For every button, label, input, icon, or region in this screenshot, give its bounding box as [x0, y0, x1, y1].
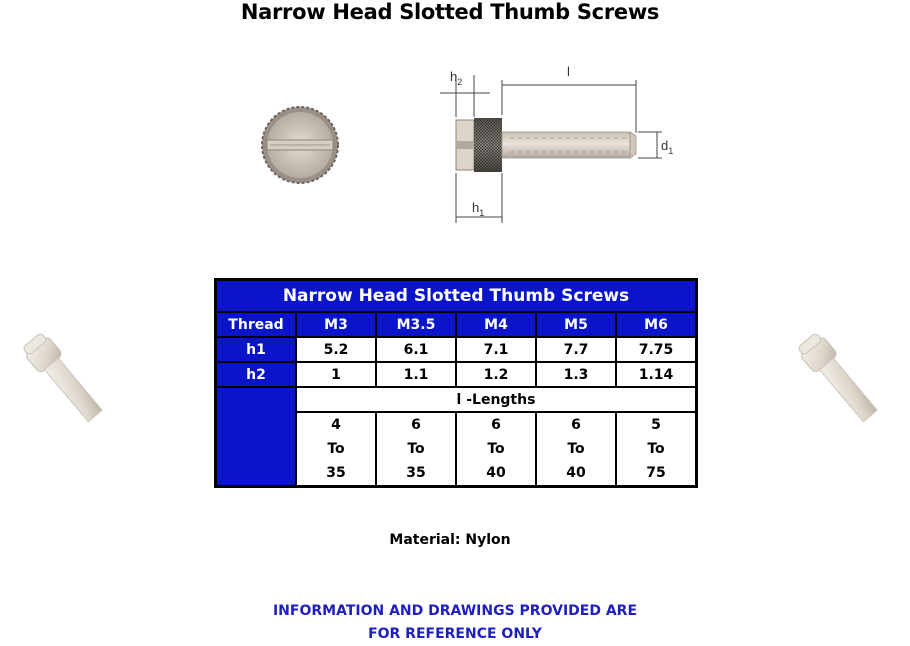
disclaimer-line-1: INFORMATION AND DRAWINGS PROVIDED ARE: [272, 603, 638, 619]
table-row-h2: [216, 362, 697, 387]
h2-cell: 1.1: [376, 362, 456, 387]
label-d1: $d_1$: [661, 138, 674, 156]
h2-cell: 1: [296, 362, 376, 387]
h2-cell: 1.14: [616, 362, 697, 387]
h2-cell: 1.3: [536, 362, 616, 387]
label-h1: $h_1$: [472, 200, 485, 218]
h2-cell: 1.2: [456, 362, 536, 387]
thread-cell: M3: [296, 312, 376, 337]
disclaimer-line-2: FOR REFERENCE ONLY: [368, 626, 542, 642]
length-range-cell: 6 To 40: [456, 412, 536, 487]
spec-table: [214, 278, 698, 488]
thread-cell: M4: [456, 312, 536, 337]
h1-cell: 6.1: [376, 337, 456, 362]
page-title: Narrow Head Slotted Thumb Screws: [240, 0, 660, 24]
table-row-lengths-head: [216, 387, 697, 412]
thread-cell: M5: [536, 312, 616, 337]
technical-drawing: [250, 55, 674, 235]
length-range-cell: 5 To 75: [616, 412, 697, 487]
row-label-h1: h1: [216, 337, 297, 362]
table-row-h1: [216, 337, 697, 362]
h1-cell: 7.7: [536, 337, 616, 362]
row-label-h2: h2: [216, 362, 297, 387]
length-range-cell: 4 To 35: [296, 412, 376, 487]
label-l: l: [567, 64, 570, 79]
disclaimer: [0, 600, 910, 646]
h1-cell: 7.1: [456, 337, 536, 362]
table-row-thread: [216, 312, 697, 337]
length-range-cell: 6 To 40: [536, 412, 616, 487]
thread-cell: M6: [616, 312, 697, 337]
h1-cell: 5.2: [296, 337, 376, 362]
thread-cell: M3.5: [376, 312, 456, 337]
head-end-view: [262, 107, 338, 183]
material-note: Material: Nylon: [389, 532, 511, 548]
lengths-label-blank: [216, 387, 297, 487]
row-label-thread: Thread: [216, 312, 297, 337]
h1-cell: 7.75: [616, 337, 697, 362]
screw-photo-right: [780, 320, 900, 440]
lengths-header: l -Lengths: [296, 387, 697, 412]
screw-side-view: [456, 118, 636, 172]
screw-photo-left: [0, 320, 130, 440]
label-h2: $h_2$: [450, 69, 463, 87]
length-range-cell: 6 To 35: [376, 412, 456, 487]
table-title: Narrow Head Slotted Thumb Screws: [216, 280, 697, 313]
